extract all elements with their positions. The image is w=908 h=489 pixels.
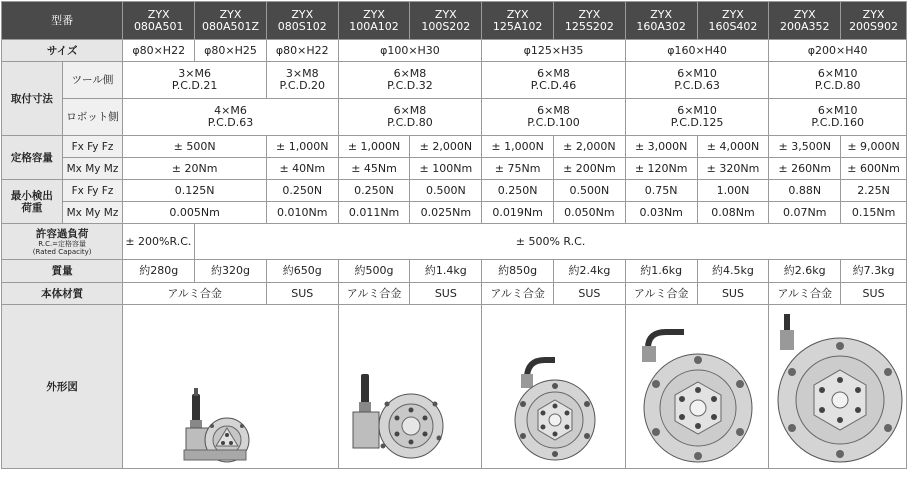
mount-robot-value: 6×M10 P.C.D.125 — [625, 99, 769, 136]
mount-robot-row — [2, 99, 907, 136]
rated-force-value: ± 9,000N — [841, 136, 907, 158]
size-value: φ200×H40 — [769, 40, 907, 62]
appearance-row — [2, 305, 907, 469]
mount-tool-value: 6×M8 P.C.D.46 — [482, 62, 626, 99]
min-detect-moment-value: 0.025Nm — [410, 202, 482, 224]
min-detect-force-value: 0.75N — [625, 180, 697, 202]
material-value: SUS — [266, 283, 338, 305]
mount-tool-value: 3×M6 P.C.D.21 — [123, 62, 267, 99]
size-value: φ125×H35 — [482, 40, 626, 62]
min-detect-force-value: 0.88N — [769, 180, 841, 202]
mount-robot-value: 6×M8 P.C.D.80 — [338, 99, 482, 136]
model-header: ZYX 125S202 — [554, 2, 626, 40]
material-value: アルミ合金 — [625, 283, 697, 305]
sensor-125-drawing — [482, 305, 626, 469]
rated-moment-value: ± 320Nm — [697, 158, 769, 180]
sensor-100-drawing — [338, 305, 482, 469]
sensor-125-image — [483, 308, 625, 468]
sensor-160-image — [626, 308, 768, 468]
rated-force-row — [2, 136, 907, 158]
min-detect-force-value: 2.25N — [841, 180, 907, 202]
size-value: φ80×H22 — [123, 40, 195, 62]
sensor-200-image — [770, 308, 906, 468]
sensor-100-image — [339, 308, 481, 468]
mount-robot-label: ロボット側 — [62, 99, 123, 136]
min-detect-label: 最小検出 荷重 — [2, 180, 63, 224]
material-row — [2, 283, 907, 305]
size-value: φ100×H30 — [338, 40, 482, 62]
min-detect-moment-value: 0.15Nm — [841, 202, 907, 224]
mass-value: 約280g — [123, 260, 195, 283]
model-header: ZYX 100A102 — [338, 2, 410, 40]
sensor-080-drawing — [123, 305, 338, 469]
mass-row — [2, 260, 907, 283]
model-header: ZYX 080S102 — [266, 2, 338, 40]
rated-force-value: ± 3,500N — [769, 136, 841, 158]
rated-moment-value: ± 600Nm — [841, 158, 907, 180]
mount-tool-value: 6×M8 P.C.D.32 — [338, 62, 482, 99]
mass-value: 約1.4kg — [410, 260, 482, 283]
model-header: ZYX 200A352 — [769, 2, 841, 40]
min-detect-force-value: 0.500N — [554, 180, 626, 202]
mass-value: 約650g — [266, 260, 338, 283]
mass-value: 約2.6kg — [769, 260, 841, 283]
mount-label: 取付寸法 — [2, 62, 63, 136]
min-detect-force-value: 1.00N — [697, 180, 769, 202]
rated-force-value: ± 1,000N — [266, 136, 338, 158]
mass-label: 質量 — [2, 260, 123, 283]
material-value: SUS — [410, 283, 482, 305]
mount-robot-value: 6×M8 P.C.D.100 — [482, 99, 626, 136]
rated-moment-row — [2, 158, 907, 180]
min-detect-force-value: 0.250N — [338, 180, 410, 202]
min-detect-moment-value: 0.011Nm — [338, 202, 410, 224]
sensor-200-drawing — [769, 305, 907, 469]
overload-label: 許容過負荷 R.C.=定格容量 (Rated Capacity) — [2, 224, 123, 260]
rated-force-value: ± 4,000N — [697, 136, 769, 158]
overload-first-value: ± 200%R.C. — [123, 224, 195, 260]
rated-label: 定格容量 — [2, 136, 63, 180]
mass-value: 約320g — [195, 260, 267, 283]
material-value: アルミ合金 — [338, 283, 410, 305]
material-label: 本体材質 — [2, 283, 123, 305]
min-detect-force-value: 0.500N — [410, 180, 482, 202]
rated-force-value: ± 3,000N — [625, 136, 697, 158]
min-detect-moment-value: 0.08Nm — [697, 202, 769, 224]
rated-force-value: ± 2,000N — [410, 136, 482, 158]
mount-tool-value: 6×M10 P.C.D.63 — [625, 62, 769, 99]
rated-moment-value: ± 100Nm — [410, 158, 482, 180]
mass-value: 約4.5kg — [697, 260, 769, 283]
rated-force-value: ± 500N — [123, 136, 267, 158]
min-detect-force-value: 0.250N — [266, 180, 338, 202]
mount-robot-value: 4×M6 P.C.D.63 — [123, 99, 338, 136]
model-header: ZYX 200S902 — [841, 2, 907, 40]
overload-row — [2, 224, 907, 260]
min-detect-moment-value: 0.005Nm — [123, 202, 267, 224]
header-row — [2, 2, 907, 40]
material-value: SUS — [554, 283, 626, 305]
rated-force-label: Fx Fy Fz — [62, 136, 123, 158]
rated-moment-value: ± 40Nm — [266, 158, 338, 180]
min-detect-moment-value: 0.03Nm — [625, 202, 697, 224]
mass-value: 約500g — [338, 260, 410, 283]
min-detect-moment-row — [2, 202, 907, 224]
appearance-label: 外形図 — [2, 305, 123, 469]
size-value: φ160×H40 — [625, 40, 769, 62]
model-header: ZYX 080A501 — [123, 2, 195, 40]
mount-tool-value: 6×M10 P.C.D.80 — [769, 62, 907, 99]
min-detect-moment-value: 0.019Nm — [482, 202, 554, 224]
model-header: ZYX 080A501Z — [195, 2, 267, 40]
mass-value: 約2.4kg — [554, 260, 626, 283]
min-detect-force-label: Fx Fy Fz — [62, 180, 123, 202]
mount-robot-value: 6×M10 P.C.D.160 — [769, 99, 907, 136]
spec-table — [1, 1, 907, 469]
overload-rest-value: ± 500% R.C. — [195, 224, 907, 260]
model-header: ZYX 125A102 — [482, 2, 554, 40]
mount-tool-row — [2, 62, 907, 99]
rated-moment-value: ± 260Nm — [769, 158, 841, 180]
rated-force-value: ± 2,000N — [554, 136, 626, 158]
min-detect-moment-value: 0.010Nm — [266, 202, 338, 224]
rated-moment-value: ± 200Nm — [554, 158, 626, 180]
min-detect-moment-value: 0.07Nm — [769, 202, 841, 224]
model-header: ZYX 160S402 — [697, 2, 769, 40]
material-value: アルミ合金 — [482, 283, 554, 305]
mass-value: 約7.3kg — [841, 260, 907, 283]
material-value: SUS — [697, 283, 769, 305]
material-value: アルミ合金 — [769, 283, 841, 305]
sensor-160-drawing — [625, 305, 769, 469]
mass-value: 約1.6kg — [625, 260, 697, 283]
min-detect-moment-label: Mx My Mz — [62, 202, 123, 224]
min-detect-force-row — [2, 180, 907, 202]
rated-moment-value: ± 20Nm — [123, 158, 267, 180]
model-header: ZYX 160A302 — [625, 2, 697, 40]
rated-moment-label: Mx My Mz — [62, 158, 123, 180]
min-detect-force-value: 0.250N — [482, 180, 554, 202]
material-value: SUS — [841, 283, 907, 305]
model-corner-label: 型番 — [2, 2, 123, 40]
size-value: φ80×H25 — [195, 40, 267, 62]
mount-tool-label: ツール側 — [62, 62, 123, 99]
rated-force-value: ± 1,000N — [338, 136, 410, 158]
sensor-080-image — [124, 308, 337, 468]
min-detect-moment-value: 0.050Nm — [554, 202, 626, 224]
size-label: サイズ — [2, 40, 123, 62]
size-value: φ80×H22 — [266, 40, 338, 62]
mass-value: 約850g — [482, 260, 554, 283]
mount-tool-value: 3×M8 P.C.D.20 — [266, 62, 338, 99]
rated-force-value: ± 1,000N — [482, 136, 554, 158]
model-header: ZYX 100S202 — [410, 2, 482, 40]
rated-moment-value: ± 45Nm — [338, 158, 410, 180]
min-detect-force-value: 0.125N — [123, 180, 267, 202]
rated-moment-value: ± 75Nm — [482, 158, 554, 180]
material-value: アルミ合金 — [123, 283, 267, 305]
rated-moment-value: ± 120Nm — [625, 158, 697, 180]
size-row — [2, 40, 907, 62]
